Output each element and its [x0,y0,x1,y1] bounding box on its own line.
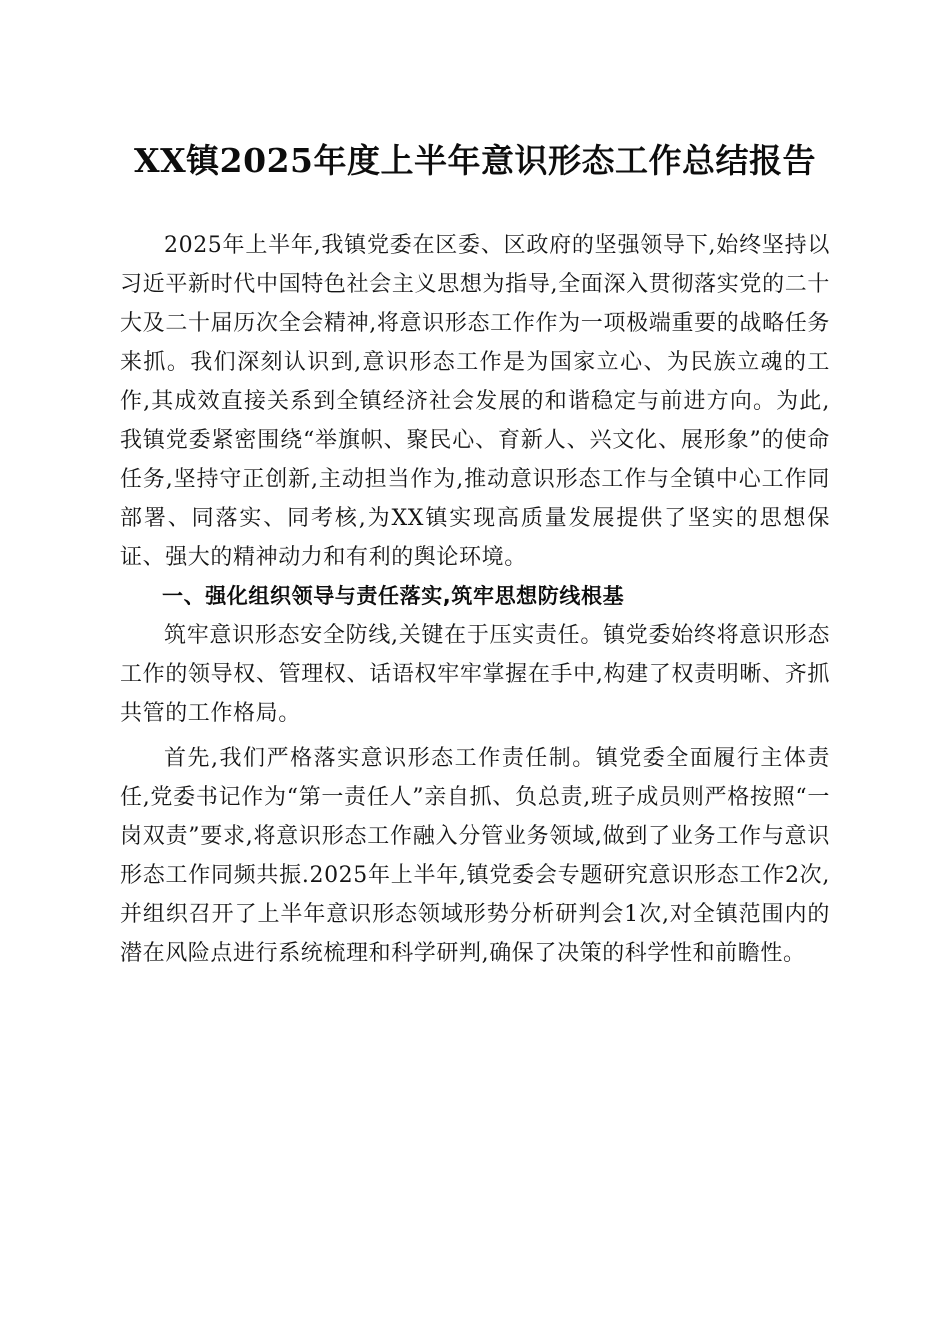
document-body [120,226,830,973]
section-1-paragraph-2: 首先,我们严格落实意识形态工作责任制。镇党委全面履行主体责任,党委书记作为“第一责任人”亲自抓、负总责,班子成员则严格按照“一岗双责”要求,将意识形态工作融入分管业务领域,做到了业务工作与意识形态工作同频共振.2025年上半年,镇党委会专题研究意识形态工作2次,并组织召开了上半年意识形态领域形势分析研判会1次,对全镇范围内的潜在风险点进行系统梳理和科学研判,确保了决策的科学性和前瞻性。 [120,746,830,966]
document-title: XX镇2025年度上半年意识形态工作总结报告 [133,141,817,180]
intro-paragraph: 2025年上半年,我镇党委在区委、区政府的坚强领导下,始终坚持以习近平新时代中国特色社会主义思想为指导,全面深入贯彻落实党的二十大及二十届历次全会精神,将意识形态工作作为一项极端重要的战略任务来抓。我们深刻认识到,意识形态工作是为国家立心、为民族立魂的工作,其成效直接关系到全镇经济社会发展的和谐稳定与前进方向。为此,我镇党委紧密围绕“举旗帜、聚民心、育新人、兴文化、展形象”的使命任务,坚持守正创新,主动担当作为,推动意识形态工作与全镇中心工作同部署、同落实、同考核,为XX镇实现高质量发展提供了坚实的思想保证、强大的精神动力和有利的舆论环境。 [120,233,830,570]
section-1-paragraph-1: 筑牢意识形态安全防线,关键在于压实责任。镇党委始终将意识形态工作的领导权、管理权、话语权牢牢掌握在手中,构建了权责明晰、齐抓共管的工作格局。 [120,623,830,726]
section-heading-1: 一、强化组织领导与责任落实,筑牢思想防线根基 [162,584,625,608]
